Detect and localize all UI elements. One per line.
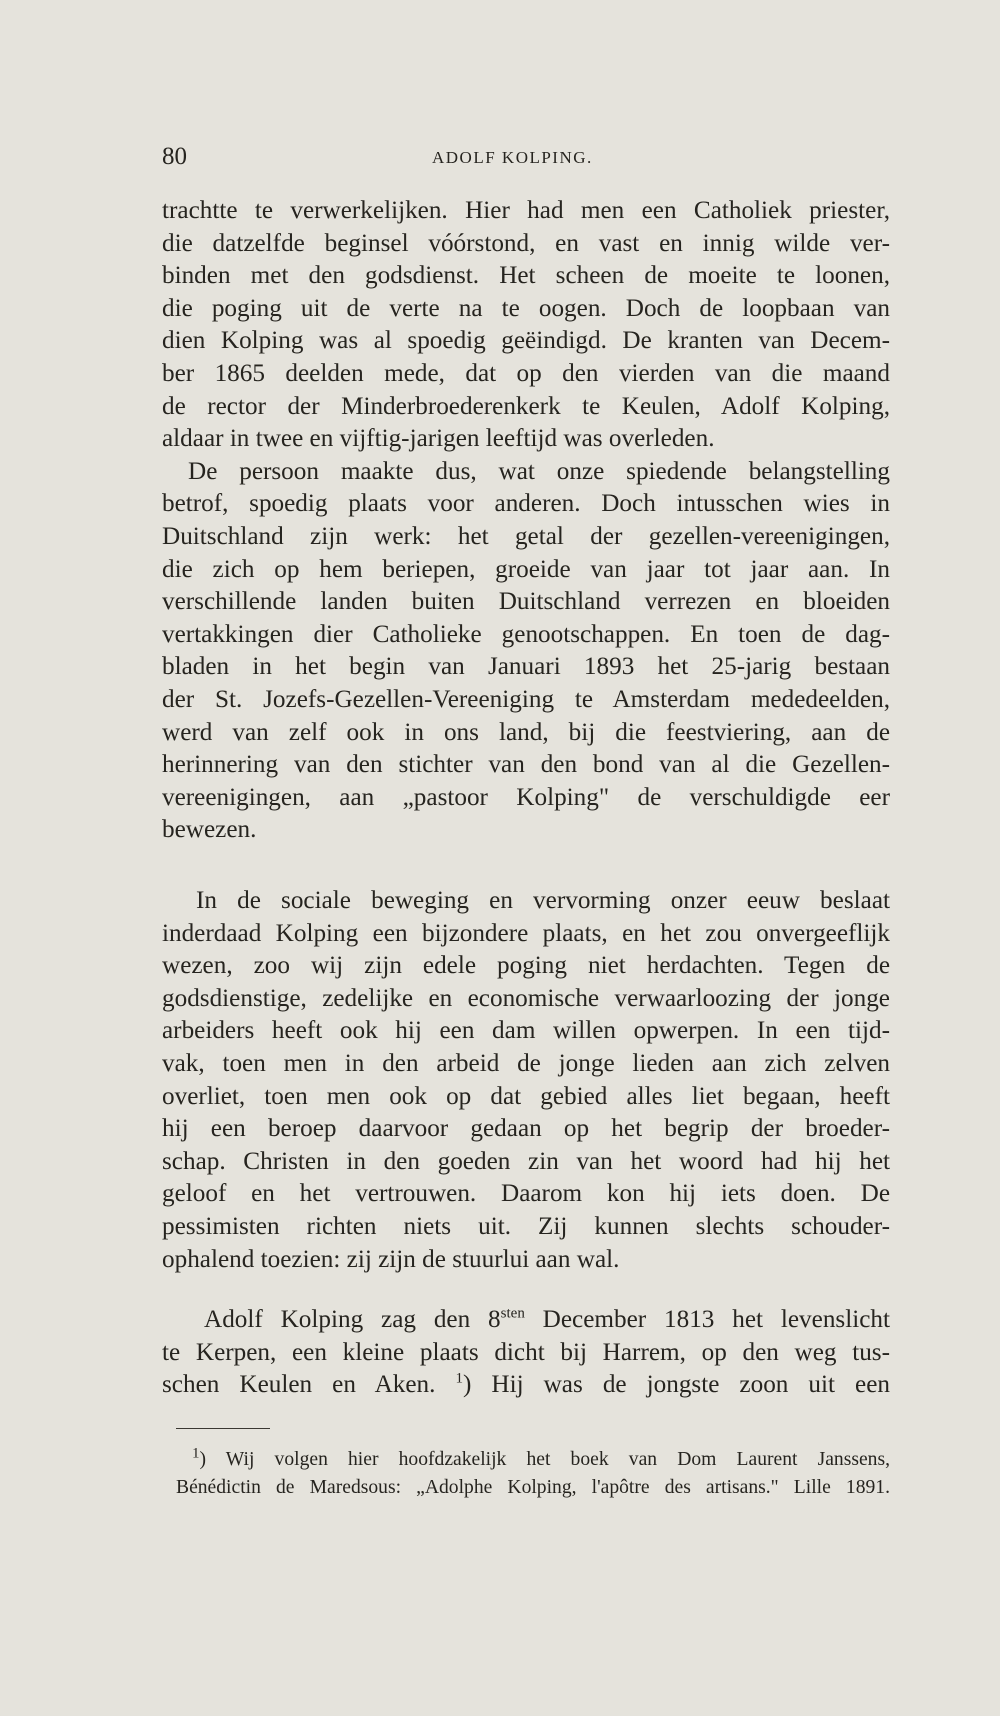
- text-fragment: ) Wij volgen hier hoofdzakelijk het boek van Dom Laurent Janssens,: [199, 1449, 890, 1470]
- footnote-line: [176, 1446, 890, 1474]
- running-title: ADOLF KOLPING.: [432, 148, 593, 167]
- text-line: bewezen.: [162, 816, 257, 844]
- text-line: vertakkingen dier Catholieke genootschappen. En toen de dag-: [162, 620, 890, 648]
- text-line: geloof en het vertrouwen. Daarom kon hij iets doen. De: [162, 1180, 890, 1208]
- text-line: arbeiders heeft ook hij een dam willen opwerpen. In een tijd-: [162, 1017, 890, 1045]
- footnote-divider: [176, 1428, 270, 1429]
- text-line: trachtte te verwerkelijken. Hier had men een Catholiek priester,: [162, 197, 890, 224]
- text-line: vereenigingen, aan „pastoor Kolping" de verschuldigde eer: [162, 783, 890, 811]
- body-text: [162, 195, 890, 847]
- text-line: overliet, toen men ook op dat gebied alles liet begaan, heeft: [162, 1082, 890, 1110]
- ordinal-superscript: sten: [500, 1305, 525, 1322]
- body-text: [162, 1304, 890, 1402]
- text-line: wezen, zoo wij zijn edele poging niet herdachten. Tegen de: [162, 952, 890, 980]
- text-line: binden met den godsdienst. Het scheen de moeite te loonen,: [162, 262, 890, 290]
- text-line: inderdaad Kolping een bijzondere plaats, en het zou onvergeeflijk: [162, 919, 890, 947]
- footnote-reference: 1: [455, 1370, 463, 1387]
- text-line: schap. Christen in den goeden zin van het woord had hij het: [162, 1147, 890, 1175]
- text-line: die zich op hem beriepen, groeide van jaar tot jaar aan. In: [162, 555, 890, 583]
- text-line: verschillende landen buiten Duitschland verrezen en bloeiden: [162, 588, 890, 616]
- text-line: hij een beroep daarvoor gedaan op het begrip der broeder-: [162, 1115, 890, 1143]
- text-fragment: schen Keulen en Aken.: [162, 1371, 456, 1399]
- text-line: der St. Jozefs-Gezellen-Vereeniging te Amsterdam mededeelden,: [162, 685, 890, 713]
- footnote: [176, 1446, 890, 1502]
- page-header: [162, 143, 890, 183]
- text-line: In de sociale beweging en vervorming onzer eeuw beslaat: [196, 887, 890, 914]
- text-fragment: ) Hij was de jongste zoon uit een: [462, 1371, 890, 1399]
- text-fragment: December 1813 het levenslicht: [524, 1306, 890, 1333]
- text-line: dien Kolping was al spoedig geëindigd. De kranten van Decem-: [162, 327, 890, 355]
- text-line: die datzelfde beginsel vóórstond, en vast en innig wilde ver-: [162, 229, 890, 257]
- page-number: 80: [162, 143, 187, 170]
- text-line: ophalend toezien: zij zijn de stuurlui aan wal.: [162, 1245, 620, 1273]
- text-line: pessimisten richten niets uit. Zij kunnen slechts schouder-: [162, 1212, 890, 1240]
- text-line: aldaar in twee en vijftig-jarigen leeftijd was overleden.: [162, 425, 715, 453]
- text-line: vak, toen men in den arbeid de jonge lieden aan zich zelven: [162, 1049, 890, 1077]
- text-line: de rector der Minderbroederenkerk te Keulen, Adolf Kolping,: [162, 392, 890, 420]
- text-line: Duitschland zijn werk: het getal der gezellen-vereenigingen,: [162, 522, 890, 550]
- text-line: [162, 1369, 890, 1402]
- text-line: die poging uit de verte na te oogen. Doch de loopbaan van: [162, 294, 890, 322]
- text-line: te Kerpen, een kleine plaats dicht bij Harrem, op den weg tus-: [162, 1338, 890, 1366]
- text-line: werd van zelf ook in ons land, bij die feestviering, aan de: [162, 718, 890, 746]
- body-text: [162, 885, 890, 1276]
- text-line: De persoon maakte dus, wat onze spiedende belangstelling: [188, 457, 890, 485]
- text-line: betrof, spoedig plaats voor anderen. Doch intusschen wies in: [162, 490, 890, 518]
- text-line: [162, 1304, 890, 1337]
- text-fragment: Adolf Kolping zag den 8: [204, 1306, 501, 1333]
- text-line: godsdienstige, zedelijke en economische verwaarloozing der jonge: [162, 984, 890, 1012]
- footnote-marker: 1: [192, 1445, 200, 1462]
- footnote-line: Bénédictin de Maredsous: „Adolphe Kolping, l'apôtre des artisans." Lille 1891.: [176, 1477, 890, 1498]
- text-line: bladen in het begin van Januari 1893 het 25-jarig bestaan: [162, 653, 890, 681]
- text-line: herinnering van den stichter van den bond van al die Gezellen-: [162, 751, 890, 779]
- text-line: ber 1865 deelden mede, dat op den vierden van die maand: [162, 359, 890, 387]
